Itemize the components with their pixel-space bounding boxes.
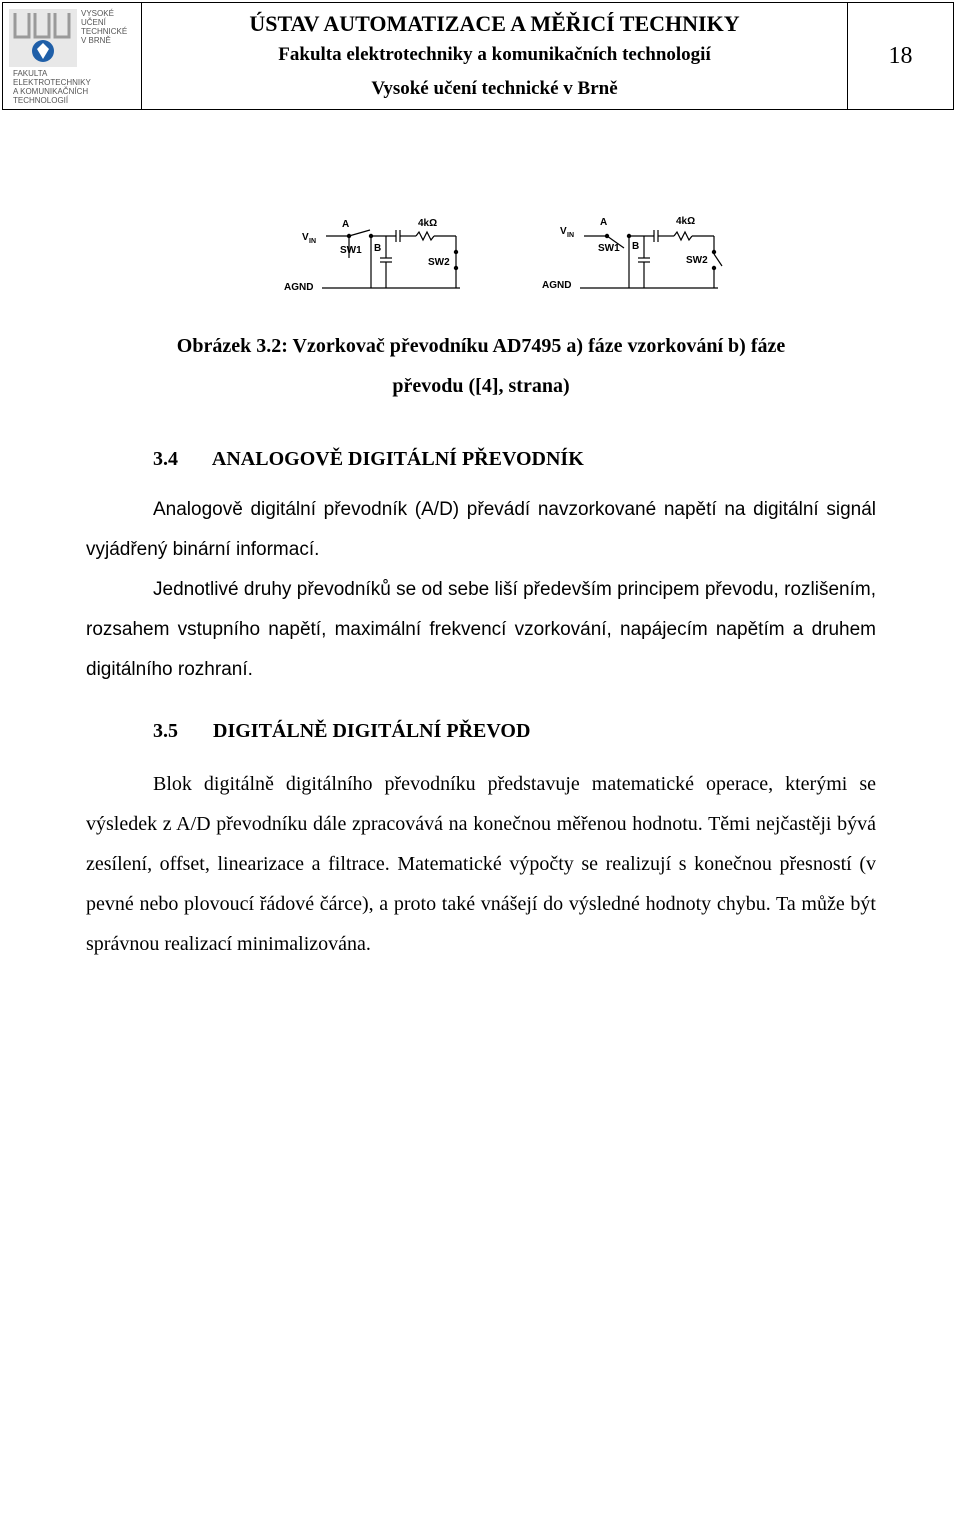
paragraph-ad-types: Jednotlivé druhy převodníků se od sebe liší především principem převodu, rozlišením, rozsahem vstupního napětí, maximální frekvencí vzorkování, napájecím napětím a druhem digitálního rozhraní. [86, 579, 876, 680]
agnd-label: AGND [284, 282, 314, 293]
node-a-label-b: A [600, 217, 608, 228]
vut-logo-icon [9, 9, 77, 67]
section-number: 3.4 [153, 448, 178, 470]
logo-faculty-text: FAKULTA ELEKTROTECHNIKY A KOMUNIKAČNÍCH TECHNOLOGIÍ [13, 69, 91, 105]
header-titles [142, 3, 848, 109]
vin-label-b: V [560, 226, 567, 237]
node-b-label: B [374, 243, 382, 254]
section-title: DIGITÁLNĚ DIGITÁLNÍ PŘEVOD [213, 720, 531, 742]
resistor-label: 4kΩ [418, 218, 438, 229]
vin-subscript: IN [309, 238, 316, 245]
figure-caption [86, 326, 876, 406]
sampler-circuit-figure [278, 196, 748, 300]
section-heading-3-5 [153, 720, 530, 743]
section-title: ANALOGOVĚ DIGITÁLNÍ PŘEVODNÍK [211, 448, 584, 470]
paragraph-dd-conversion: Blok digitálně digitálního převodníku představuje matematické operace, kterými se výsledek z A/D převodníku dále zpracovává na konečnou měřenou hodnotu. Těmi nejčastěji bývá zesílení, offset, linearizace a filtrace. Matematické výpočty se realizují s konečnou přesností (v pevné nebo plovoucí řádové čárce), a proto také vnášejí do výsledné hodnoty chybu. Ta může být správnou realizací minimalizována. [86, 773, 876, 955]
resistor-label-b: 4kΩ [676, 216, 696, 227]
caption-line-1: Obrázek 3.2: Vzorkovač převodníku AD7495 a) fáze vzorkování b) fáze [176, 335, 786, 357]
paragraph-ad-intro: Analogově digitální převodník (A/D) převádí navzorkované napětí na digitální signál vyjádřený binární informací. [86, 499, 876, 560]
agnd-label-b: AGND [542, 280, 572, 291]
caption-line-2: převodu ([4], strana) [392, 375, 570, 397]
section-number: 3.5 [153, 720, 178, 742]
node-a-label: A [342, 219, 350, 230]
logo-school-text: VYSOKÉ UČENÍ TECHNICKÉ V BRNĚ [81, 9, 128, 45]
vin-label: V [302, 232, 309, 243]
institute-name: ÚSTAV AUTOMATIZACE A MĚŘICÍ TECHNIKY [249, 11, 740, 36]
sw1-label-b: SW1 [598, 243, 620, 254]
page-number: 18 [888, 42, 913, 69]
university-logo [3, 3, 142, 109]
page-header [2, 2, 954, 110]
sw2-label: SW2 [428, 257, 450, 268]
sw1-label: SW1 [340, 245, 362, 256]
node-b-label-b: B [632, 241, 640, 252]
vin-subscript-b: IN [567, 232, 574, 239]
sw2-label-b: SW2 [686, 255, 708, 266]
faculty-name: Fakulta elektrotechniky a komunikačních technologií [278, 44, 711, 65]
section-heading-3-4 [153, 448, 584, 471]
circuit-conversion-phase [542, 216, 722, 291]
university-name: Vysoké učení technické v Brně [371, 78, 618, 99]
